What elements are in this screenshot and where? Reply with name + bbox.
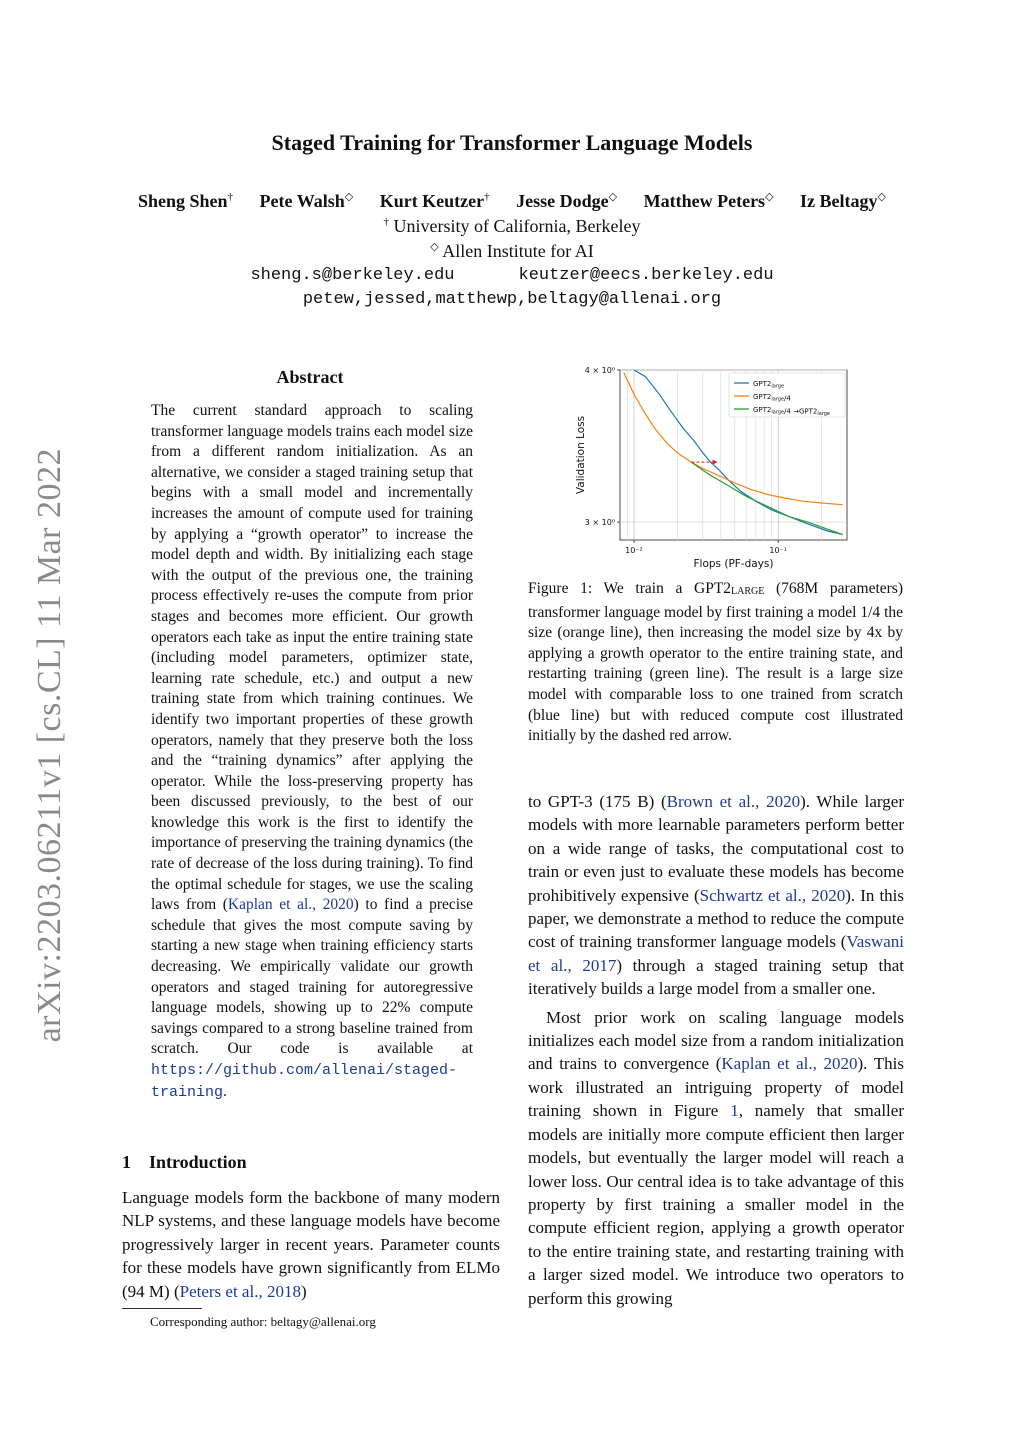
affiliation-berkeley: † University of California, Berkeley	[383, 216, 641, 236]
author-list	[0, 190, 1024, 212]
x-tick-label: 10⁻²	[625, 546, 643, 555]
abstract-body: The current standard approach to scaling transformer language models trains each model size from a different random initialization. As an alternative, we consider a staged training setup that begins with a small model and incrementally increases the amount of compute used for training by applying a “growth operator” to increase the model depth and width. By initializing each stage with the output of the previous one, the training process effectively re-uses the compute from prior stages and becomes more efficient. Our growth operators each take as input the entire training state (including model parameters, optimizer state, learning rate schedule, etc.) and output a new training state from which training continues. We identify two important properties of these growth operators, namely that they preserve both the loss and the “training dynamics” after applying the operator. While the loss-preserving property has been discussed previously, to the best of our knowledge this work is the first to identify the importance of preserving the training dynamics (the rate of decrease of the loss during training). To find the optimal schedule for stages, we use the scaling laws from (Kaplan et al., 2020) to find a precise schedule that gives the most compute saving by starting a new stage when training efficiency starts decreasing. We empirically validate our growth operators and staged training for autoregressive language models, showing up to 22% compute savings compared to a strong baseline trained from scratch. Our code is available at https://github.com/allenai/staged-training.	[151, 402, 473, 1101]
author: Matthew Peters◇	[643, 191, 774, 211]
legend-label: $GPT2_{large}/4 \to GPT2_{large}$	[753, 406, 830, 417]
citation-link[interactable]: Brown et al., 2020	[666, 792, 801, 811]
abstract-heading: Abstract	[276, 367, 344, 387]
code-url-link[interactable]: https://github.com/allenai/staged-training	[151, 1062, 458, 1101]
x-tick-label: 10⁻¹	[769, 546, 787, 555]
intro-paragraph: Language models form the backbone of many modern NLP systems, and these language models have become progressively larger in recent years. Parameter counts for these models have grown significantly from ELMo (94 M) (Peters et al., 2018)	[122, 1188, 500, 1301]
x-axis-label: Flops (PF-days)	[693, 558, 774, 570]
y-axis-label: Validation Loss	[575, 415, 587, 495]
email: sheng.s@berkeley.edu	[250, 266, 455, 285]
affiliation-ai2: ◇ Allen Institute for AI	[430, 241, 594, 261]
author: Jesse Dodge◇	[516, 191, 618, 211]
y-tick-label: 4 × 10⁰	[584, 366, 615, 375]
paragraph: Most prior work on scaling language models initializes each model size from a random initialization and trains to convergence (Kaplan et al., 2020). This work illustrated an intriguing property of model training shown in Figure 1, namely that smaller models are initially more compute efficient then larger models, but eventually the larger model will reach a lower loss. Our central idea is to take advantage of this property by first training a smaller model in the compute efficient region, applying a growth operator to the entire training state, and restarting training with a larger sized model. We introduce two operators to perform this growing	[528, 1007, 904, 1308]
email-line	[0, 290, 1024, 309]
chart-legend	[729, 373, 845, 417]
citation-link[interactable]: Kaplan et al., 2020	[227, 896, 354, 914]
figure-caption: Figure 1: We train a GPT2LARGE (768M parameters) transformer language model by first training a model 1/4 the size (orange line), then increasing the model size by 4x by applying a growth operator to the entire training state, and restarting training (green line). The result is a large size model with comparable loss to one trained from scratch (blue line) but with reduced compute cost illustrated initially by the dashed red arrow.	[528, 580, 903, 745]
citation-link[interactable]: Schwartz et al., 2020	[699, 885, 846, 905]
author: Iz Beltagy◇	[800, 191, 886, 211]
author: Pete Walsh◇	[259, 191, 354, 211]
citation-link[interactable]: Kaplan et al., 2020	[721, 1054, 858, 1074]
paper-title: Staged Training for Transformer Language Models	[271, 130, 753, 155]
email-line	[0, 266, 1024, 285]
y-tick-label: 3 × 10⁰	[584, 518, 615, 528]
footnote-rule	[122, 1308, 202, 1309]
author: Kurt Keutzer†	[379, 191, 490, 211]
footnote: Corresponding author: beltagy@allenai.org	[150, 1314, 376, 1329]
citation-link[interactable]: Peters et al., 2018	[179, 1281, 301, 1301]
author: Sheng Shen†	[138, 191, 234, 211]
figure-ref-link[interactable]: 1	[730, 1101, 739, 1121]
paragraph: to GPT-3 (175 B) (Brown et al., 2020). While larger models with more learnable parameters perform better on a wide range of tasks, the computational cost to train or even just to evaluate these models has become prohibitively expensive (Schwartz et al., 2020). In this paper, we demonstrate a method to reduce the compute cost of training transformer language models (Vaswani et al., 2017) through a staged training setup that iteratively builds a large model from a smaller one.	[528, 792, 905, 999]
legend-label: $GPT2_{large}$	[753, 380, 785, 390]
email: petew,jessed,matthewp,beltagy@allenai.org	[302, 290, 722, 309]
citation-link[interactable]: Vaswani et al., 2017	[528, 932, 904, 975]
intro-body-col2	[528, 790, 904, 1310]
email: keutzer@eecs.berkeley.edu	[518, 266, 774, 285]
legend-label: $GPT2_{large}/4$	[753, 393, 791, 403]
arrow-head	[713, 460, 718, 465]
section-heading: 1 Introduction	[122, 1152, 247, 1172]
figure-1	[555, 358, 910, 573]
arxiv-stamp: arXiv:2203.06211v1 [cs.CL] 11 Mar 2022	[31, 447, 68, 1043]
loss-chart	[555, 358, 910, 573]
